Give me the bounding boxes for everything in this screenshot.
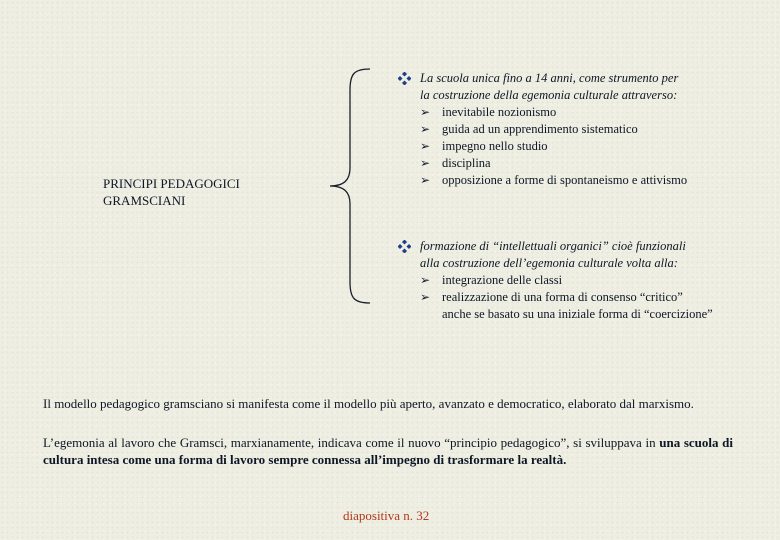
arrow-bullet-icon: ➢ (420, 156, 431, 170)
list-item: ➢ realizzazione di una forma di consenso “critico” anche se basato su una iniziale forma di “coercizione” (420, 290, 713, 321)
list-item-continuation: anche se basato su una iniziale forma di “coercizione” (442, 307, 713, 321)
heading-line-2: alla costruzione dell’egemonia culturale volta alla: (420, 256, 678, 270)
heading-line-2: la costruzione della egemonia culturale attraverso: (420, 88, 678, 102)
arrow-bullet-icon: ➢ (420, 173, 431, 187)
slide-title (103, 175, 240, 209)
section-heading (398, 238, 748, 272)
slide-number: diapositiva n. 32 (343, 508, 430, 523)
section-heading (398, 70, 718, 104)
arrow-bullet-icon: ➢ (420, 139, 431, 153)
section-intellettuali-organici (398, 238, 748, 323)
title-line-1: PRINCIPI PEDAGOGICI (103, 176, 240, 191)
list-item: ➢ opposizione a forme di spontaneismo e attivismo (420, 173, 688, 187)
curly-brace-icon (326, 68, 372, 304)
paragraph-bold-text: una scuola di cultura intesa come una forma di lavoro sempre connessa all’impegno di trasformare la realtà. (43, 435, 733, 467)
list-item: ➢ inevitabile nozionismo (420, 105, 557, 119)
list-item: ➢ impegno nello studio (420, 139, 548, 153)
paragraph-normal-text: L’egemonia al lavoro che Gramsci, marxianamente, indicava come il nuovo “principio pedagogico”, si sviluppava in (43, 435, 660, 450)
sub-list (398, 272, 748, 323)
arrow-bullet-icon: ➢ (420, 105, 431, 119)
list-item: ➢ integrazione delle classi (420, 273, 563, 287)
sub-list (398, 104, 718, 189)
arrow-bullet-icon: ➢ (420, 273, 431, 287)
list-item: ➢ guida ad un apprendimento sistematico (420, 122, 638, 136)
heading-line-1: La scuola unica fino a 14 anni, come strumento per (420, 71, 679, 85)
heading-line-1: formazione di “intellettuali organici” cioè funzionali (420, 239, 686, 253)
paragraph-modello: Il modello pedagogico gramsciano si manifesta come il modello più aperto, avanzato e democratico, elaborato dal marxismo. (43, 396, 694, 411)
diamond-bullet-icon (398, 240, 411, 253)
arrow-bullet-icon: ➢ (420, 290, 431, 304)
title-line-2: GRAMSCIANI (103, 193, 186, 208)
diamond-bullet-icon (398, 72, 411, 85)
section-scuola-unica (398, 70, 718, 189)
list-item: ➢ disciplina (420, 156, 491, 170)
arrow-bullet-icon: ➢ (420, 122, 431, 136)
paragraph-egemonia (43, 434, 733, 468)
